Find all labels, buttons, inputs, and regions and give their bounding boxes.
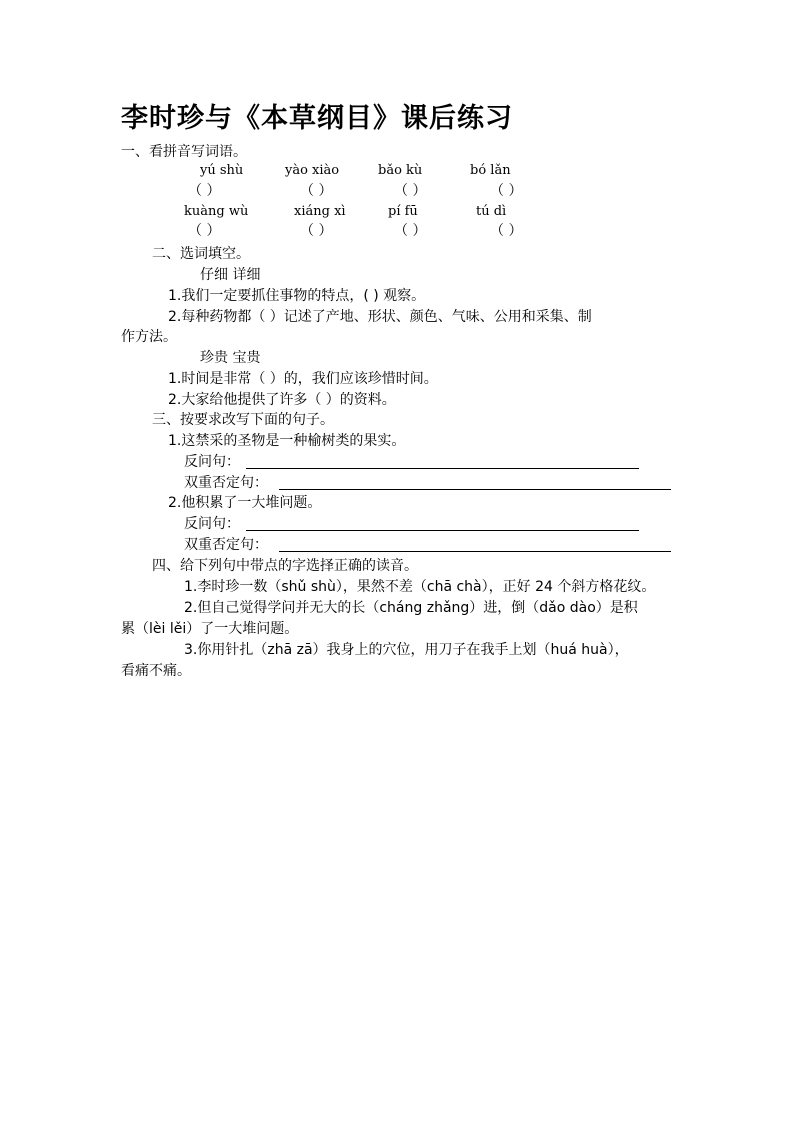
rewrite-item-1: 1.这禁采的圣物是一种榆树类的果实。 [168, 433, 406, 449]
word-choices-2: 珍贵 宝贵 [200, 350, 261, 366]
pinyin-3: bǎo kù [378, 163, 423, 178]
rewrite-item-2: 2.他积累了一大堆问题。 [168, 495, 322, 511]
section3-heading: 三、按要求改写下面的句子。 [152, 412, 334, 428]
fill-item-1-1: 1.我们一定要抓住事物的特点，( ) 观察。 [168, 288, 426, 304]
answer-blank-6: （ ） [300, 223, 333, 239]
answer-line [246, 468, 639, 469]
answer-blank-3: （ ） [394, 183, 427, 199]
answer-blank-2: （ ） [300, 183, 333, 199]
answer-line [246, 530, 639, 531]
word-choices-1: 仔细 详细 [200, 267, 261, 283]
reading-item-2: 2.但自己觉得学问并无大的长（cháng zhǎng）进，倒（dǎo dào）是积 [184, 600, 638, 616]
reading-item-3: 3.你用针扎（zhā zā）我身上的穴位，用刀子在我手上划（huá huà）， [184, 642, 629, 658]
pinyin-5: kuàng wù [184, 204, 249, 219]
reading-item-1: 1.李时珍一数（shǔ shù），果然不差（chā chà），正好 24 个斜方格花纹。 [184, 579, 656, 595]
answer-blank-1: （ ） [188, 183, 221, 199]
pinyin-2: yào xiào [285, 163, 340, 178]
answer-line [279, 489, 671, 490]
double-neg-label-2: 双重否定句： [184, 537, 268, 553]
pinyin-7: pí fū [388, 204, 418, 219]
double-neg-label-1: 双重否定句： [184, 475, 268, 491]
section1-heading: 一、看拼音写词语。 [121, 144, 247, 160]
pinyin-4: bó lǎn [470, 163, 511, 178]
reading-item-2-cont: 累（lèi lěi）了一大堆问题。 [121, 621, 299, 637]
section2-heading: 二、选词填空。 [152, 246, 250, 262]
answer-blank-7: （ ） [394, 223, 427, 239]
page-title: 李时珍与《本草纲目》课后练习 [121, 103, 513, 134]
pinyin-1: yú shù [200, 163, 244, 178]
answer-blank-8: （ ） [490, 223, 523, 239]
answer-blank-5: （ ） [188, 223, 221, 239]
fill-item-1-2: 2.每种药物都（ ）记述了产地、形状、颜色、气味、公用和采集、制 [168, 309, 592, 325]
fill-item-2-1: 1.时间是非常（ ）的，我们应该珍惜时间。 [168, 371, 438, 387]
reading-item-3-cont: 看痛不痛。 [121, 663, 191, 679]
answer-blank-4: （ ） [490, 183, 523, 199]
fill-item-2-2: 2.大家给他提供了许多（ ）的资料。 [168, 392, 396, 408]
rhetorical-label-2: 反问句： [184, 516, 240, 532]
rhetorical-label-1: 反问句： [184, 454, 240, 470]
pinyin-8: tú dì [476, 204, 507, 219]
fill-item-1-2-cont: 作方法。 [121, 329, 177, 345]
section4-heading: 四、给下列句中带点的字选择正确的读音。 [152, 558, 418, 574]
pinyin-6: xiáng xì [294, 204, 346, 219]
answer-line [279, 551, 671, 552]
